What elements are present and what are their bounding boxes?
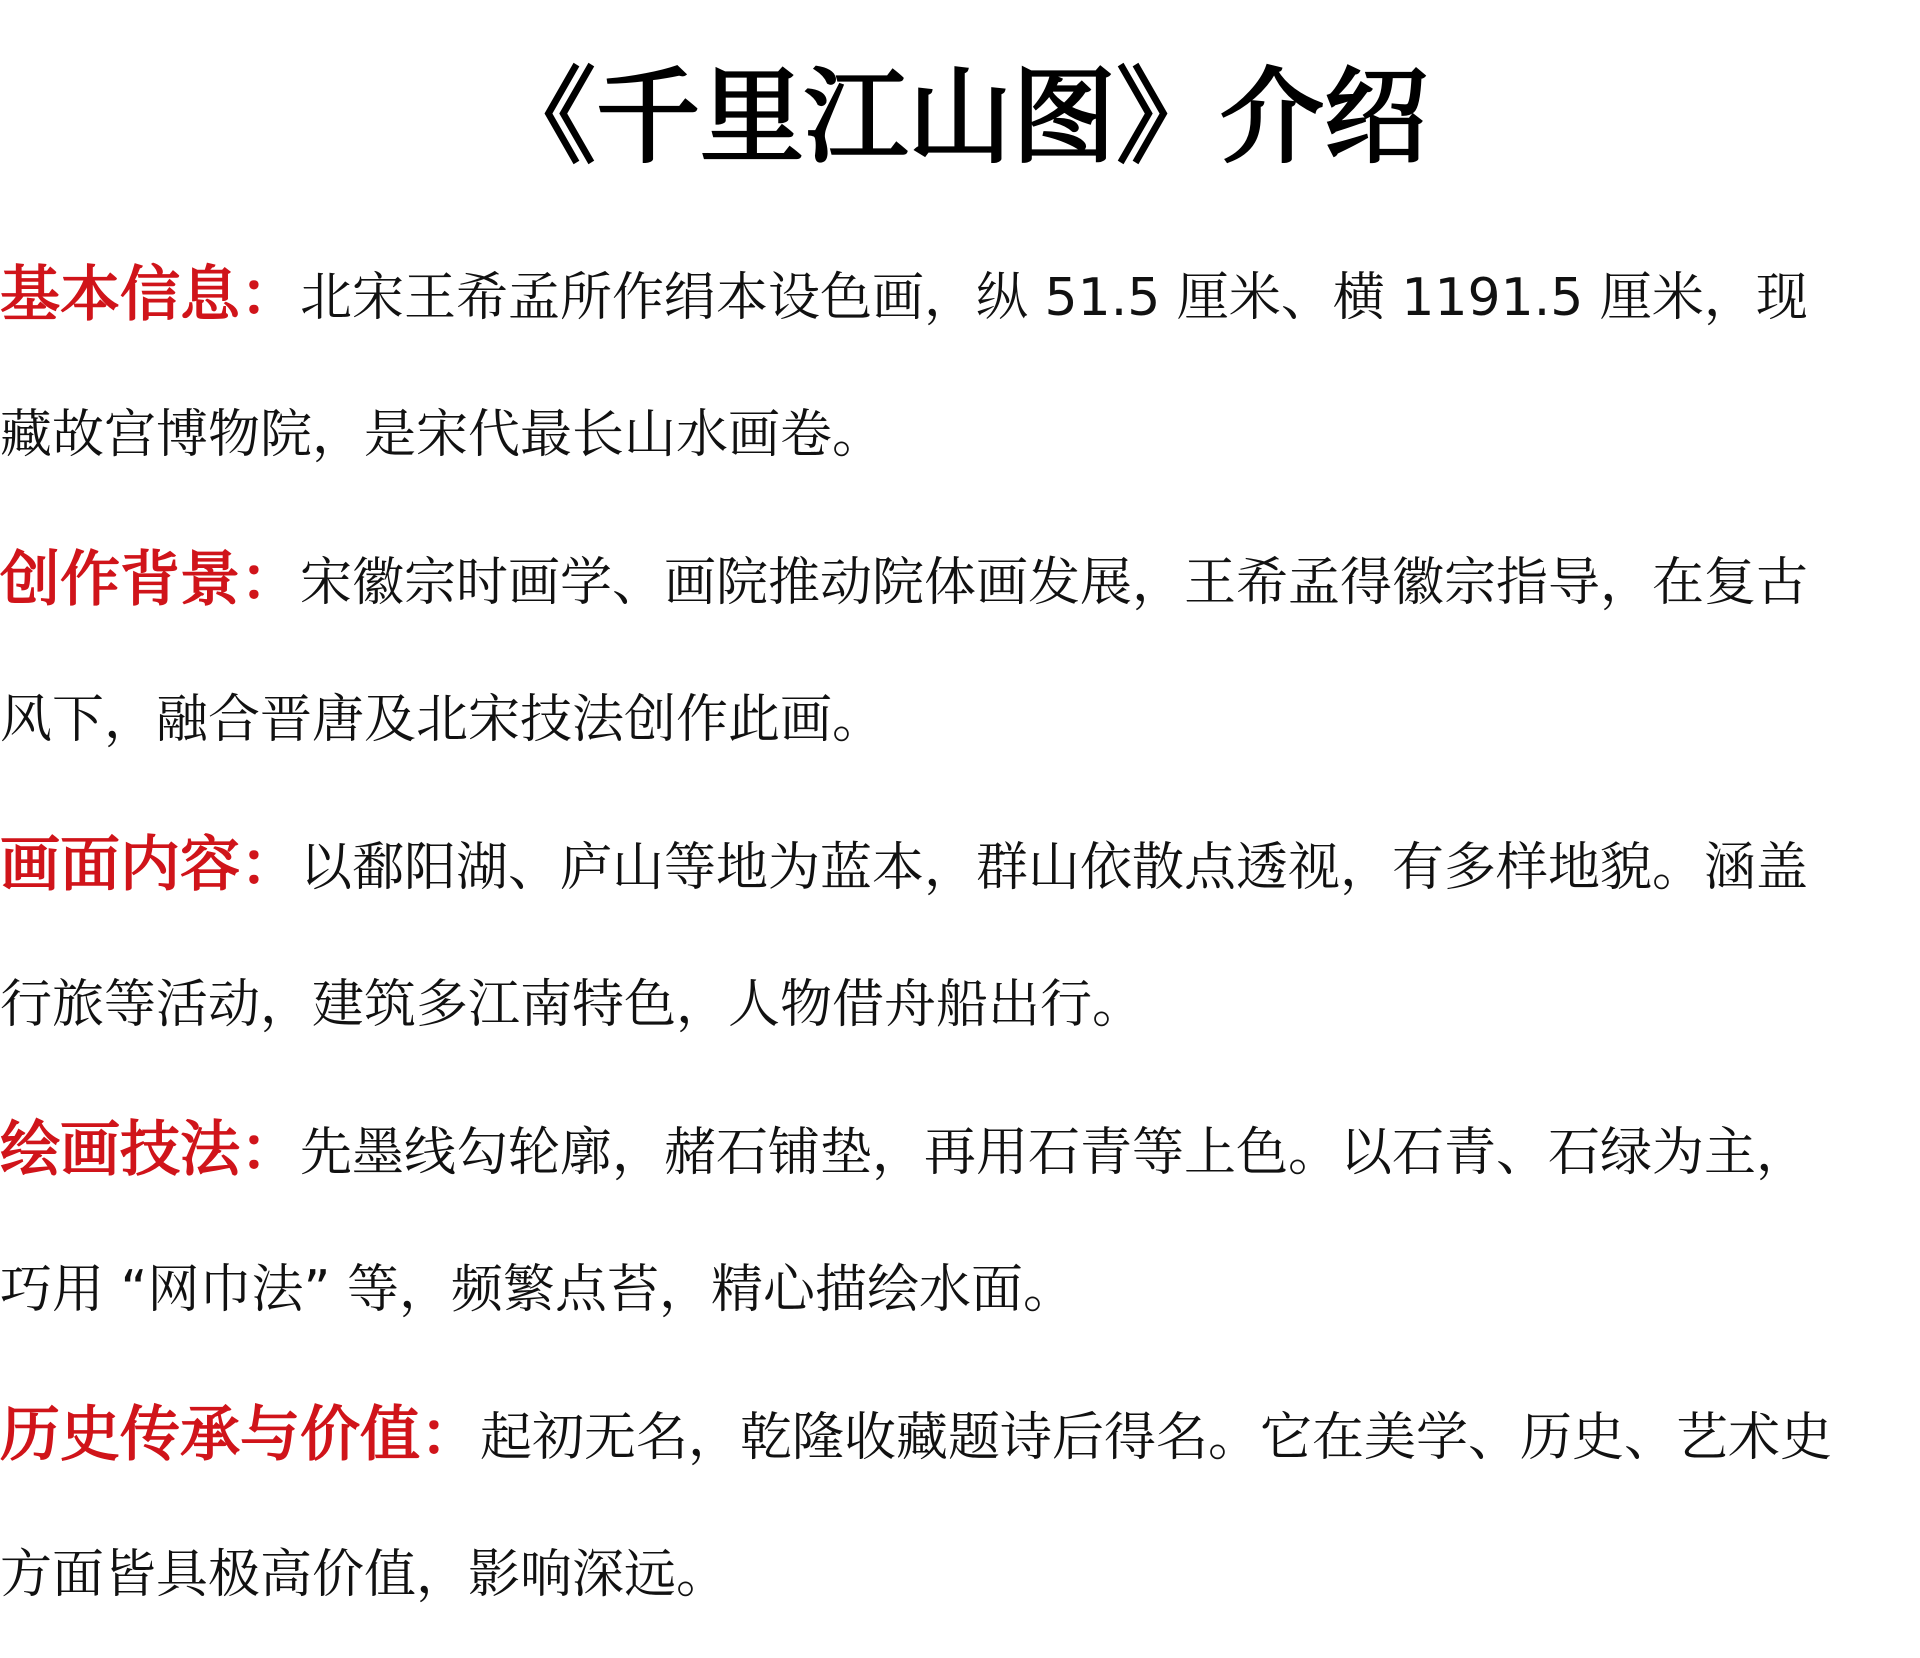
section-text: 以鄱阳湖、庐山等地为蓝本，群山依散点透视，有多样地貌。涵盖 bbox=[300, 838, 1809, 898]
section-text-continued: 方面皆具极高价值，影响深远。 bbox=[0, 1545, 729, 1605]
section-heading: 绘画技法： bbox=[0, 1115, 300, 1185]
section-background bbox=[0, 510, 1920, 790]
section-text-continued: 风下，融合晋唐及北宋技法创作此画。 bbox=[0, 690, 885, 750]
section-content bbox=[0, 795, 1920, 1075]
page-title: 《千里江山图》介绍 bbox=[491, 56, 1428, 178]
section-heading: 历史传承与价值： bbox=[0, 1400, 480, 1470]
section-line bbox=[0, 795, 1920, 935]
section-heading: 基本信息： bbox=[0, 260, 300, 330]
section-text-continued: 行旅等活动，建筑多江南特色，人物借舟船出行。 bbox=[0, 975, 1145, 1035]
section-history-value bbox=[0, 1365, 1920, 1645]
section-line bbox=[0, 510, 1920, 650]
section-line bbox=[0, 1080, 1920, 1220]
section-text: 起初无名，乾隆收藏题诗后得名。它在美学、历史、艺术史 bbox=[480, 1408, 1833, 1468]
section-text: 北宋王希孟所作绢本设色画，纵 51.5 厘米、横 1191.5 厘米，现 bbox=[300, 268, 1808, 328]
section-heading: 画面内容： bbox=[0, 830, 300, 900]
section-heading: 创作背景： bbox=[0, 545, 300, 615]
section-line bbox=[0, 225, 1920, 365]
section-text: 宋徽宗时画学、画院推动院体画发展，王希孟得徽宗指导，在复古 bbox=[300, 553, 1809, 613]
section-technique bbox=[0, 1080, 1920, 1360]
section-line bbox=[0, 1365, 1920, 1505]
section-text: 先墨线勾轮廓，赭石铺垫，再用石青等上色。以石青、石绿为主， bbox=[300, 1123, 1809, 1183]
section-text-continued: 巧用 “网巾法” 等，频繁点苔，精心描绘水面。 bbox=[0, 1260, 1075, 1320]
section-text-continued: 藏故宫博物院，是宋代最长山水画卷。 bbox=[0, 405, 885, 465]
section-basic-info bbox=[0, 225, 1920, 505]
